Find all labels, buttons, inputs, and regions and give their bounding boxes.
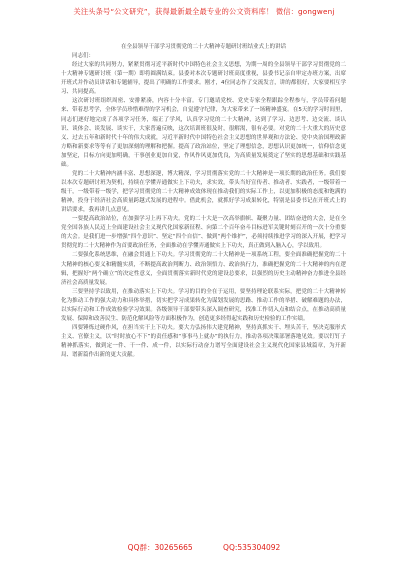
footer-qq-group: QQ群：30265665 <box>127 543 193 552</box>
salutation: 同志们： <box>72 53 95 60</box>
paragraph: 经过大家的共同努力，紧紧贯彻习近平新时代中国特色社会主义思想，为期一周的全县领导干部学习贯彻党的二十大精神专题研讨班（第一期）即将圆满结束。县委对本次专题研讨班高度重视，县委书记亲自审定办班方案，出席开班式并作动员讲话和专题辅导，提出了明确的工作要求。刚才，4位同志作了交流发言，讲的都很好，大家要相互学习、共同提高。 <box>61 62 346 96</box>
paragraph: 一要提高政治站位，在加强学习上再下功夫。党的二十大是一次高举旗帜、凝聚力量、团结奋进的大会，是在全党全国各族人民迈上全面建设社会主义现代化国家新征程、向第二个百年奋斗目标进军关键时刻召开的一次十分重要的大会。是我们进一步增强“四个意识”、坚定“四个自信”、做到“两个维护”，必须持续推进学习的深入开展，把学习贯彻党的二十大精神作为首要政治任务，全面推动在学懂弄通做实上下功夫，真正做到入脑入心，学以致用。 <box>61 216 346 250</box>
paragraph: 这次研讨班组织周密、安排紧凑，内容十分丰富。专门邀请党校、党史专家全程跟踪全程参与，学员带着问题来、带着思考学，全体学员珍惜难得的学习机会，自觉遵守纪律，为大家带来了一场精神盛宴。在5天的学习时间里，同志们逐好地完成了各项学习任务，端正了学风，认真学习党的二十大精神，达到了学习、边思考、边交流、谈认识、谈体会、谈发展、谈实干，大家普遍反映，这次培训班很及时，很解渴，很有必要。对党的二十大重大的历史意义、过去五年和新时代十年的伟大成就，习近平新时代中国特色社会主义思想的世界观和方法论、党中央治国理政新方略和新要求等等有了更加深刻的理解和把握。提高了政治站位，坚定了理想信念，思想认识更加统一，信仰信念更加坚定，目标方向更加明确，干事创业更加自觉，作风作风更加优良，为高质量发展奠定了坚实的思想基础和实践基础。 <box>61 98 346 168</box>
footer-contacts <box>0 542 408 553</box>
paragraph: 三要坚持学以致用，在推动落实上下功夫。学习的目的全在于运用，要坚持理论联系实际，把党的二十大精神转化为推动工作的强大动力和具体举措，切实把学习成果转化为谋划发展的思路、推动工作的举措、破解难题的办法，以实际行动和工作成效检验学习效果。各级领导干部要带头深入调查研究，找准工作切入点和结合点，在推动高质量发展、保障和改善民生、防范化解风险等方面积极作为，创造更多经得起实践和历史检验的工作实绩。 <box>61 288 346 322</box>
footer-qq: QQ:535304092 <box>223 543 281 552</box>
header-banner: 关注头条号“公文研究”，获得最新最全最专业的公文资料库！ 微信：gongwenj <box>73 7 335 16</box>
document-body <box>61 43 346 360</box>
paragraph: 四要锤炼过硬作风，在担当实干上下功夫。要大力弘扬伟大建党精神，坚持真抓实干、埋头苦干，坚决克服形式主义、官僚主义，以“时时放心不下”的责任感和“事事马上就办”的执行力，推动各项决策部署落地见效。要以钉钉子精神抓落实，做到定一件、干一件、成一件，以实际行动奋力谱写全面建设社会主义现代化国家县域篇章，为开新局、谱新篇作出新的更大贡献。 <box>61 324 346 359</box>
document-title: 在全县领导干部学习贯彻党的二十大精神专题研讨班结业式上的讲话 <box>120 44 286 50</box>
paragraph: 二要强化系统思维，在融会贯通上下功夫。学习贯彻党的二十大精神是一项系统工程，要全面准确把握党的二十大精神的核心要义和精髓实质，不断提高政治判断力、政治领悟力、政治执行力，准确把握党的二十大精神的内在逻辑，把握好“两个确立”的决定性意义，全面贯彻落实新时代党的建设总要求，以强烈的历史主动精神奋力推进全县经济社会高质量发展。 <box>61 252 346 286</box>
paragraph: 党的二十大精神内涵丰富、思想深邃，博大精深，学习贯彻落实党的二十大精神是一项长期的政治任务。我们要以本次专题研讨班为契机，持续在学懂弄通做实上下功夫，求实效，带头当好宣传者、推动者、实践者，一级带着一级干，一级带着一级学，把学习贯彻党的二十大精神成效体现在推动我们的实际工作上，以更加积极的态度和饱满的精神，投身于经济社会高质量跨越式发展的进程中。借此机会，就抓好学习成果转化，特别是县委书记在开班式上的讲话要求，我再讲几点意见。 <box>61 170 346 214</box>
